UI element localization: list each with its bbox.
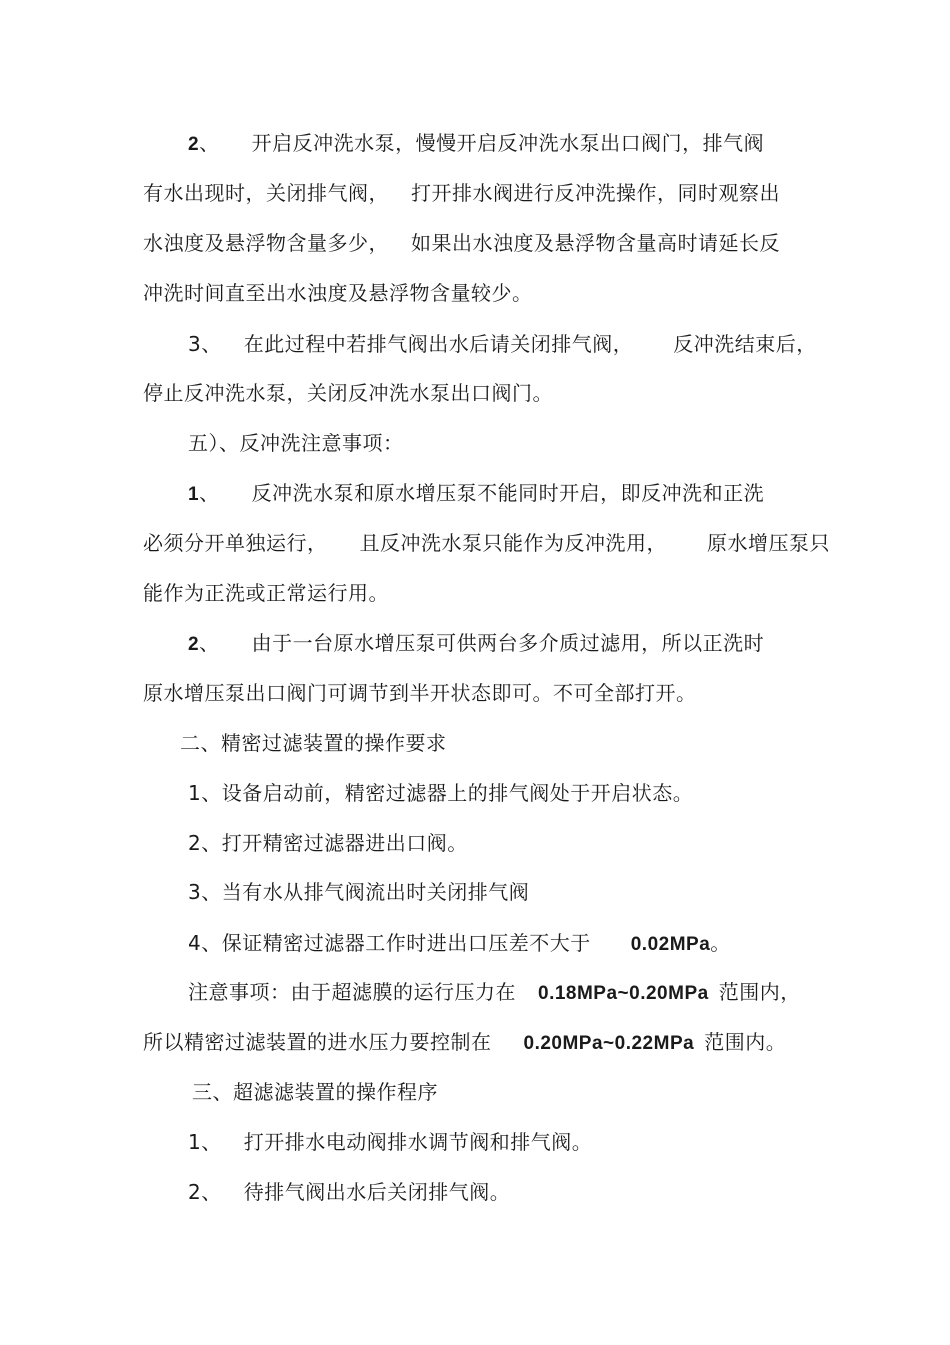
paragraph-line — [188, 479, 764, 509]
line-text: 待排气阀出水后关闭排气阀。 — [243, 1180, 511, 1204]
paragraph-line — [188, 330, 817, 358]
line-text: 1、设备启动前，精密过滤器上的排气阀处于开启状态。 — [188, 781, 694, 805]
list-number: 3 — [188, 332, 202, 356]
line-text: 开启反冲洗水泵，慢慢开启反冲洗水泵出口阀门，排气阀 — [251, 131, 765, 155]
line-text: 停止反冲洗水泵，关闭反冲洗水泵出口阀门。 — [143, 381, 553, 405]
line-text: 反冲洗水泵和原水增压泵不能同时开启，即反冲洗和正洗 — [251, 481, 765, 505]
heading-text: 五）、反冲洗注意事项： — [188, 431, 404, 455]
line-text: 原水增压泵出口阀门可调节到半开状态即可。不可全部打开。 — [143, 681, 697, 705]
paragraph-line — [143, 179, 780, 207]
line-text: 水浊度及悬浮物含量多少， — [143, 231, 389, 255]
paragraph-line — [143, 379, 553, 407]
line-text: 冲洗时间直至出水浊度及悬浮物含量较少。 — [143, 281, 533, 305]
paragraph-line — [188, 129, 764, 159]
list-item — [188, 929, 731, 959]
paragraph-line — [143, 679, 697, 707]
heading-text: 二、精密过滤装置的操作要求 — [180, 731, 447, 755]
line-text: 注意事项：由于超滤膜的运行压力在 — [188, 980, 516, 1004]
line-text: 如果出水浊度及悬浮物含量高时请延长反 — [411, 231, 780, 255]
line-text: 范围内。 — [704, 1030, 787, 1054]
line-text: 必须分开单独运行， — [143, 531, 328, 555]
line-text: 4、保证精密过滤器工作时进出口压差不大于 — [188, 931, 591, 955]
paragraph-line — [188, 978, 801, 1008]
line-text: 所以精密过滤装置的进水压力要控制在 — [143, 1030, 492, 1054]
paragraph-line — [143, 529, 830, 557]
line-text: 由于一台原水增压泵可供两台多介质过滤用，所以正洗时 — [251, 631, 765, 655]
section-heading — [180, 729, 447, 757]
list-item — [188, 829, 468, 857]
list-separator: 、 — [201, 332, 222, 356]
pressure-range: 0.20MPa~0.22MPa — [523, 1033, 695, 1054]
paragraph-line — [143, 1028, 786, 1058]
list-item — [188, 1178, 510, 1206]
paragraph-line — [143, 579, 389, 607]
list-separator: 、 — [199, 631, 220, 655]
list-item — [188, 779, 693, 807]
list-separator: 、 — [199, 481, 220, 505]
list-number: 1 — [188, 484, 200, 505]
section-heading — [188, 429, 404, 457]
line-text: 打开排水电动阀排水调节阀和排气阀。 — [243, 1130, 593, 1154]
list-number: 2 — [188, 634, 200, 655]
line-text: 2、打开精密过滤器进出口阀。 — [188, 831, 468, 855]
line-text: 反冲洗结束后， — [673, 332, 817, 356]
line-text: 3、当有水从排气阀流出时关闭排气阀 — [188, 880, 530, 904]
paragraph-line — [188, 629, 764, 659]
list-item — [188, 878, 529, 906]
line-text: 在此过程中若排气阀出水后请关闭排气阀， — [243, 332, 634, 356]
section-heading — [192, 1078, 438, 1106]
line-text: 能作为正洗或正常运行用。 — [143, 581, 389, 605]
line-text: 且反冲洗水泵只能作为反冲洗用， — [359, 531, 667, 555]
pressure-range: 0.18MPa~0.20MPa — [538, 983, 709, 1004]
list-separator: 、 — [199, 131, 220, 155]
line-text: 原水增压泵只 — [707, 531, 830, 555]
list-number: 2 — [188, 1180, 202, 1204]
paragraph-line — [143, 229, 780, 257]
line-text: 。 — [710, 931, 731, 955]
line-text: 打开排水阀进行反冲洗操作，同时观察出 — [411, 181, 780, 205]
pressure-value: 0.02MPa — [630, 934, 711, 955]
paragraph-line — [143, 279, 533, 307]
line-text: 有水出现时，关闭排气阀， — [143, 181, 389, 205]
list-separator: 、 — [201, 1180, 222, 1204]
list-number: 2 — [188, 134, 200, 155]
list-item — [188, 1128, 592, 1156]
list-number: 1 — [188, 1130, 202, 1154]
line-text: 范围内， — [718, 980, 801, 1004]
list-separator: 、 — [201, 1130, 222, 1154]
heading-text: 三、超滤滤装置的操作程序 — [192, 1080, 438, 1104]
